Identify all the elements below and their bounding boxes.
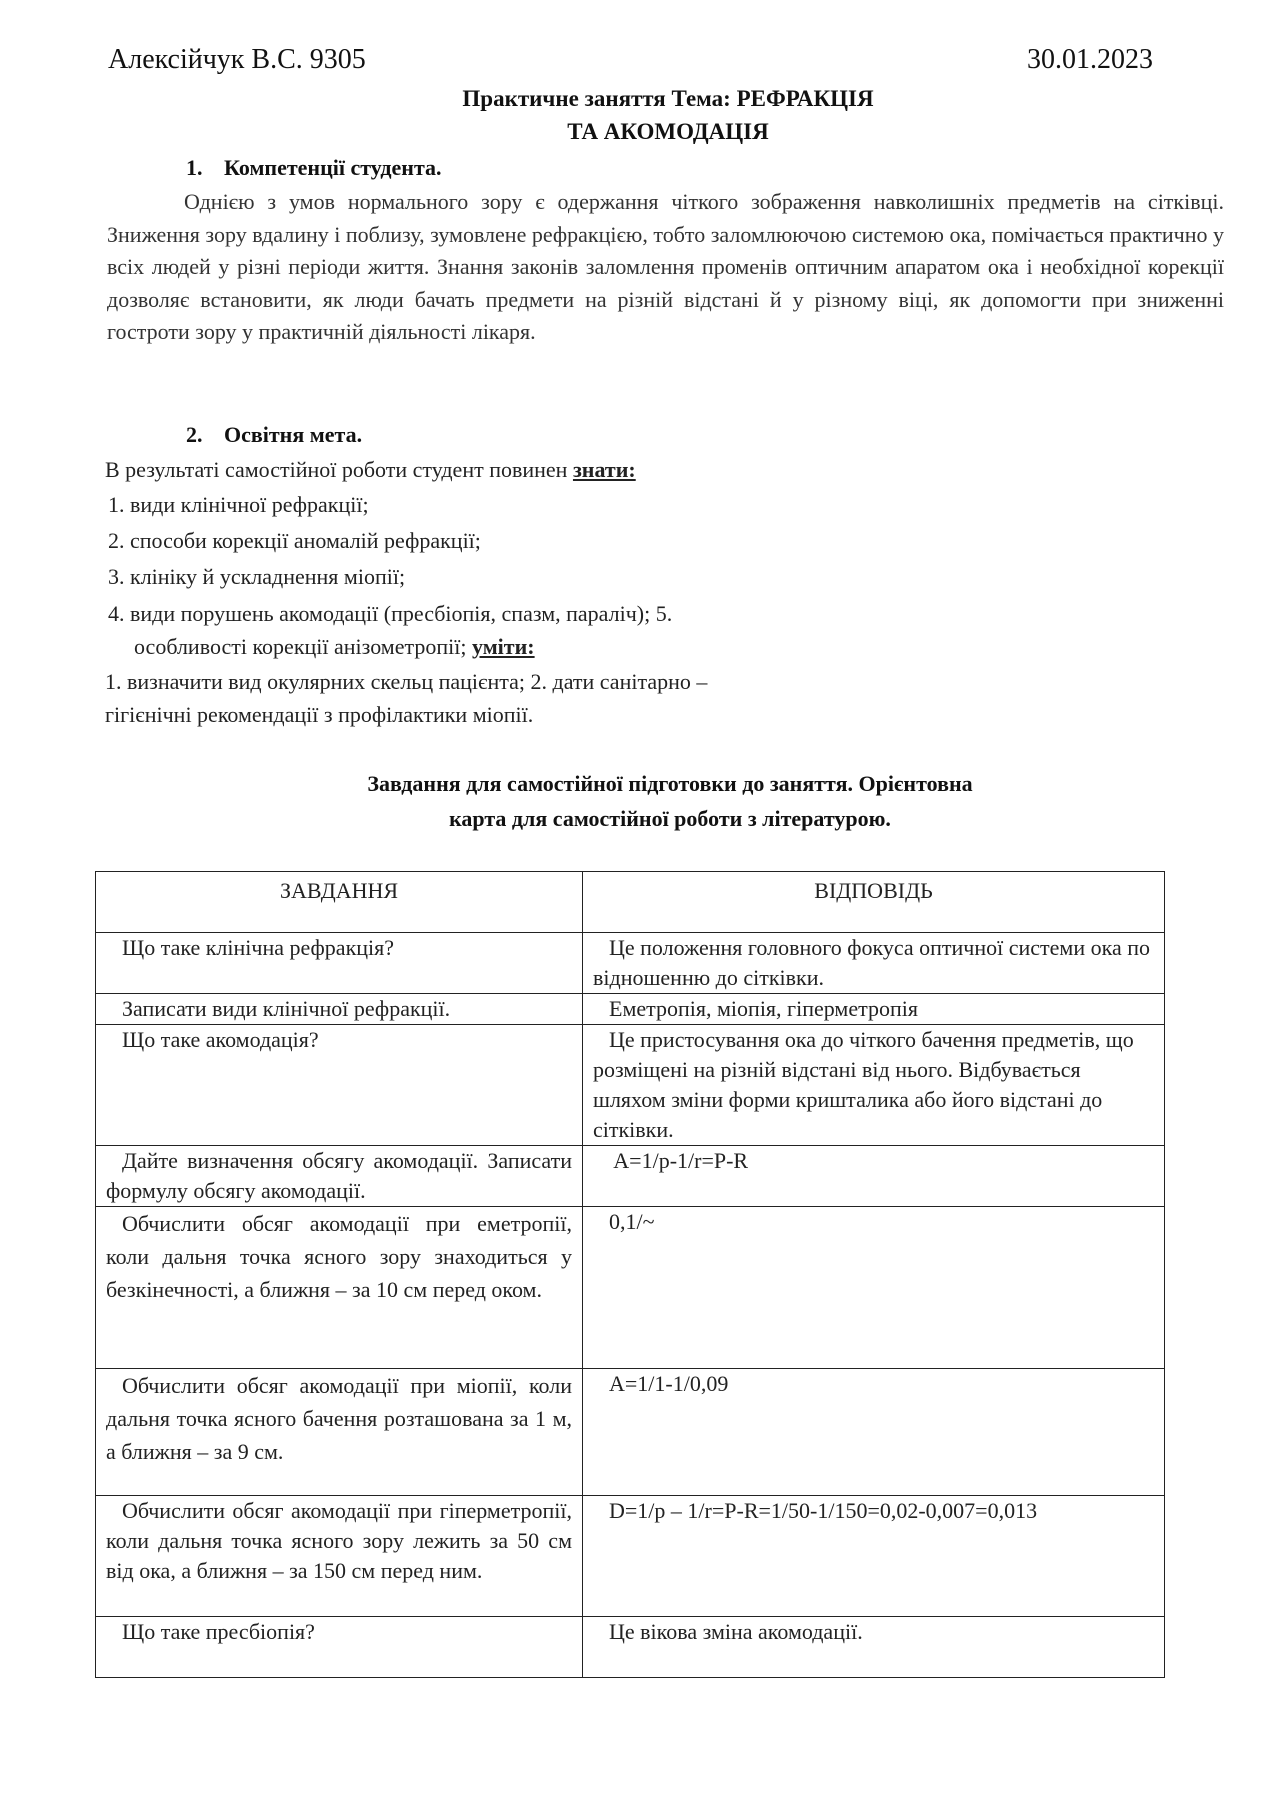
answer-text: D=1/p – 1/r=P-R=1/50-1/150=0,02-0,007=0,013 — [609, 1498, 1038, 1523]
task-text: Обчислити обсяг акомодації при гіперметропії, коли дальня точка ясного зору лежить за 50 см від ока, а ближня – за 150 см перед ним. — [106, 1498, 572, 1583]
table-row — [96, 1146, 1165, 1207]
know-item-5-line — [134, 634, 535, 660]
table-row — [96, 994, 1165, 1025]
table-row — [96, 1496, 1165, 1617]
task-cell — [96, 1496, 583, 1617]
answer-text: A=1/1-1/0,09 — [609, 1371, 729, 1396]
section-1-paragraph — [107, 186, 1224, 349]
task-text: Що таке пресбіопія? — [122, 1619, 315, 1644]
task-text: Що таке клінічна рефракція? — [122, 935, 395, 960]
answer-cell — [583, 994, 1165, 1025]
answer-cell — [583, 1496, 1165, 1617]
task-text: Обчислити обсяг акомодації при міопії, коли дальня точка ясного бачення розташована за 1 м, а ближня – за 9 см. — [106, 1373, 572, 1464]
section-2-number: 2. — [186, 422, 203, 447]
tasks-heading-line-1: Завдання для самостійної підготовки до заняття. Орієнтовна — [367, 771, 973, 796]
task-cell — [96, 933, 583, 994]
answer-cell — [583, 933, 1165, 994]
task-cell — [96, 1369, 583, 1496]
task-cell — [96, 994, 583, 1025]
section-2-intro — [105, 457, 636, 483]
table-row — [96, 1369, 1165, 1496]
section-1-title: Компетенції студента. — [224, 155, 442, 180]
section-2-title: Освітня мета. — [224, 422, 363, 447]
document-date: 30.01.2023 — [1027, 44, 1153, 75]
table-row — [96, 933, 1165, 994]
can-line-2: гігієнічні рекомендації з профілактики міопії. — [105, 702, 534, 727]
task-text: Записати види клінічної рефракції. — [122, 996, 451, 1021]
answer-cell — [583, 1369, 1165, 1496]
section-1-number: 1. — [186, 155, 203, 180]
answer-cell — [583, 1146, 1165, 1207]
page-title-line-2: ТА АКОМОДАЦІЯ — [567, 119, 769, 144]
task-text: Що таке акомодація? — [122, 1027, 319, 1052]
answer-text: Еметропія, міопія, гіперметропія — [609, 996, 918, 1021]
answer-cell — [583, 1025, 1165, 1146]
task-text: Дайте визначення обсягу акомодації. Записати формулу обсягу акомодації. — [106, 1148, 572, 1203]
answer-text: Це вікова зміна акомодації. — [609, 1619, 863, 1644]
tasks-heading-line-2: карта для самостійної роботи з літературою. — [449, 806, 891, 831]
answer-text: Це пристосування ока до чіткого бачення предметів, що розміщені на різній відстані від нього. Відбувається шляхом зміни форми кришталика або його відстані до сітківки. — [593, 1027, 1134, 1142]
table-row — [96, 1617, 1165, 1678]
section-2-heading — [186, 422, 362, 448]
answer-text: 0,1/~ — [609, 1209, 655, 1234]
table-row — [96, 1025, 1165, 1146]
can-line-1: 1. визначити вид окулярних скельц пацієнта; 2. дати санітарно – — [105, 669, 708, 694]
task-cell — [96, 1617, 583, 1678]
document-header — [108, 44, 1153, 84]
answer-cell — [583, 1207, 1165, 1369]
know-item-1: 1. види клінічної рефракції; — [108, 492, 369, 517]
table-row — [96, 1207, 1165, 1369]
table-header-row — [96, 872, 1165, 933]
know-label: знати: — [572, 457, 636, 482]
column-header-task: ЗАВДАННЯ — [96, 872, 583, 933]
section-2-intro-text: В результаті самостійної роботи студент повинен — [105, 457, 568, 482]
know-item-5: особливості корекції анізометропії; — [134, 634, 467, 659]
column-header-answer: ВІДПОВІДЬ — [583, 872, 1165, 933]
answer-text: A=1/p-1/r=P-R — [609, 1148, 749, 1173]
task-cell — [96, 1146, 583, 1207]
answer-cell — [583, 1617, 1165, 1678]
section-1-text: Однією з умов нормального зору є одержання чіткого зображення навколишніх предметів на сітківці. Зниження зору вдалину і поблизу, зумовлене рефракцією, тобто заломлюючою системою ока, помічається практично у всіх людей у різні періоди життя. Знання законів заломлення променів оптичним апаратом ока і необхідної корекції дозволяє встановити, як люди бачать предмети на різній відстані й у різному віці, як допомогти при зниженні гостроти зору у практичній діяльності лікаря. — [107, 189, 1224, 345]
page-title-line-1: Практичне заняття Тема: РЕФРАКЦІЯ — [462, 86, 874, 111]
section-1-heading — [186, 155, 442, 181]
task-cell — [96, 1207, 583, 1369]
task-text: Обчислити обсяг акомодації при еметропії, коли дальня точка ясного зору знаходиться у безкінечності, а ближня – за 10 см перед оком. — [106, 1211, 572, 1302]
know-item-4: 4. види порушень акомодації (пресбіопія, спазм, параліч); 5. — [108, 601, 673, 626]
answer-text: Це положення головного фокуса оптичної системи ока по відношенню до сітківки. — [593, 935, 1151, 990]
know-item-2: 2. способи корекції аномалій рефракції; — [108, 528, 481, 553]
know-item-3: 3. клініку й ускладнення міопії; — [108, 564, 406, 589]
can-label: уміти: — [471, 634, 535, 659]
task-cell — [96, 1025, 583, 1146]
author-name: Алексійчук В.С. 9305 — [108, 44, 366, 75]
tasks-table — [95, 871, 1165, 1678]
